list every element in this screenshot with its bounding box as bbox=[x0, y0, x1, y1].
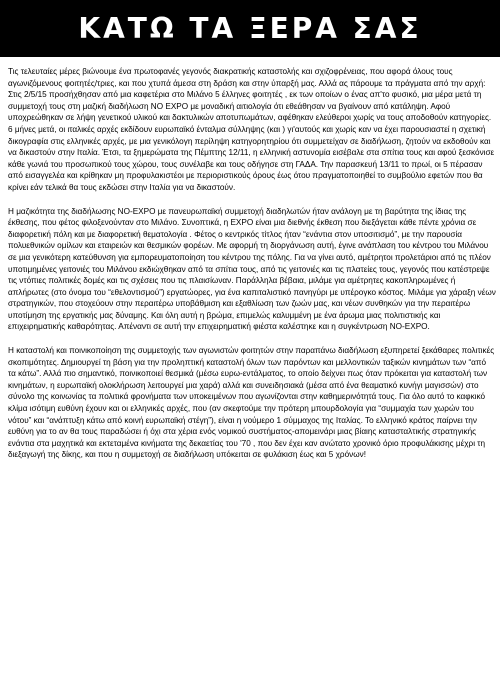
title-banner bbox=[0, 0, 500, 57]
article-body bbox=[8, 66, 496, 473]
paragraph-2: Η μαζικότητα της διαδήλωσης NO-EXPO με πανευρωπαϊκή συμμετοχή διαδηλωτών ήταν ανάλογη με τη βαρύτητα της ίδιας της έκθεσης, που φέτος φιλοξενούνταν στο Μιλάνο. Συνοπτικά, η EXPO είναι μια διεθνής έκθεση που διεξάγεται κάθε πέντε χρόνια σε διαφορετική πόλη και με διαφορετική θεματολογία . Φέτος ο κεντρικός τίτλος ήταν “ενάντια στον υποσιτισμό”, με την παρουσία πολυεθνικών ομίλων και εταιρειών και θεσμικών φορέων. Με αφορμή τη διοργάνωση αυτή, έγινε ανάπλαση του κέντρου του Μιλάνου σε μια γενικότερη κατεύθυνση για εμπορευματοποίηση του κέντρου της πόλης. Για να γίνει αυτό, αμέτρητοι προλετάριοι από τις πλέον υποτιμημένες γειτονιές του Μιλάνου εκδιώχθηκαν από τα σπίτια τους, από τις γειτονιές και τις πλατείες τους, γεγονός που κατέστρεψε τις ντόπιες πολιτικές δομές και τις σχέσεις που τις πλαισίωναν. Παράλληλα βέβαια, μιλάμε για αμέτρητες κακοπληρωμένες ή απλήρωτες (στο όνομα του “εθελοντισμού”) εργατώορες, για ένα καπιταλιστικό πανηγύρι με υπέρογκο κόστος. Μιλάμε για χάραξη νέων στρατηγικών, που στοχεύουν στην περαιτέρω υποβάθμιση και εξαθλίωση των ζωών μας, και νέων συνθηκών για την περαιτέρω υποτίμηση της εργατικής μας δύναμης. Και όλη αυτή η βρώμα, επιμελώς καλυμμένη με ένα άρωμα μιας πολιτιστικής και επιχειρηματικής καθαρότητας. Απέναντι σε αυτή την επιχειρηματική φιέστα καλέστηκε και η συγκέντρωση NO-EXPO. bbox=[8, 206, 496, 332]
page-title: ΚΑΤΩ ΤΑ ΞΕΡΑ ΣΑΣ bbox=[78, 12, 422, 45]
paragraph-1: Τις τελευταίες μέρες βιώνουμε ένα πρωτοφανές γεγονός διακρατικής καταστολής και σχιζοφρένειας, που αφορά όλους τους αγωνιζόμενους φοιτητές/τριες, και που χτυπά άμεσα στη δράση και στην ύπαρξή μας. Αλλά ας πάρουμε τα πράγματα από την αρχή: Στις 2/5/15 προσήχθησαν από μια καφετέρια στο Μιλάνο 5 έλληνες φοιτητές , εκ των οποίων ο ένας απ'το φυσικό, μια μέρα μετά τη συμμετοχή τους στη μαζική διαδήλωση NO EXPO με μοναδική αιτιολογία ότι εθεάθησαν να βγαίνουν από κατάληψη. Αφού υποχρεώθηκαν σε λήψη γενετικού υλικού και δακτυλικών αποτυπωμάτων, αφέθηκαν ελεύθεροι χωρίς να τους αποδοθούν κατηγορίες. 6 μήνες μετά, οι ιταλικές αρχές εκδίδουν ευρωπαϊκό ένταλμα σύλληψης (και ) γι'αυτούς και χωρίς καν να έχει παρουσιαστεί η σχετική δικογραφία στις ελληνικές αρχές, με μια γενικόλογη περίληψη κατηγορητηρίου ότι συμμετείχαν σε διαδήλωση, ζητούν να εκδοθούν και να δικαστούν στην Ιταλία. Έτσι, τα ξημερώματα της Πέμπτης 12/11, η ελληνική αστυνομία εισέβαλε στα σπίτια τους και αφού ξεσκόνισε κάθε γωνιά του προσωπικού τους χώρου, τους συνέλαβε και τους οδήγησε στη ΓΑΔΑ. Την παρασκευή 13/11 το πρωί, οι 5 πέρασαν από εισαγγελέα και κρίθηκαν μη προφυλακιστέοι με περιοριστικούς όρους έως ότου πραγματοποιηθεί το συμβούλιο εφετών που θα κρίνει εάν τελικά θα τους εκδώσει στην Ιταλία για να δικαστούν. bbox=[8, 67, 495, 192]
paragraph-3: Η καταστολή και ποινικοποίηση της συμμετοχής των αγωνιστών φοιτητών στην παραπάνω διαδήλωση εξυπηρετεί ξεκάθαρες πολιτικές σκοπιμότητες. Δημιουργεί τη βάση για την προληπτική καταστολή όλων των παρόντων και μελλοντικών ταξικών κινημάτων των “από τα κάτω”. Αλλά πιο σημαντικό, ποινικοποιεί θεσμικά (μέσω ευρω-εντάλματος, το οποίο δείχνει πως όταν πρόκειται για καταστολή των κινημάτων, η ευρωπαϊκή ολοκλήρωση λειτουργεί μια χαρά) αλλά και συνειδησιακά (μέσα από ένα θεαματικό κυνήγι μαγισσών) στο σύνολο της κοινωνίας τα πολιτικά φρονήματα των υποκειμένων που αγωνίζονται στην καθημερινότητά τους. Για όλο αυτό το καφκικό κλίμα ισότιμη ευθύνη έχουν και οι ελληνικές αρχές, που (αν σκεφτούμε την πρότερη μπουρδολογία για “συμμαχία των χωρών του νότου” και “ανάπτυξη κάτω από κοινή ευρωπαϊκή στέγη”), είναι η νούμερο 1 σύμμαχος της Ιταλίας. Το ελληνικό κράτος παίρνει την ευθύνη για το αν θα τους παραδώσει ή όχι στα χέρια ενός νομικού συστήματος-απομεινάρι μιας βίαιης κατασταλτικής στρατηγικής ενάντια στα μαχητικά και εκτεταμένα κινήματα της δεκαετίας του '70 , που δεν έχει καν ανώτατο χρονικό όριο προφυλάκισης μέχρι τη διεξαγωγή της δίκης, και που η συμμετοχή σε διαδήλωση υπόκειται σε φυλάκιση έως και 5 χρόνων! bbox=[8, 346, 495, 460]
